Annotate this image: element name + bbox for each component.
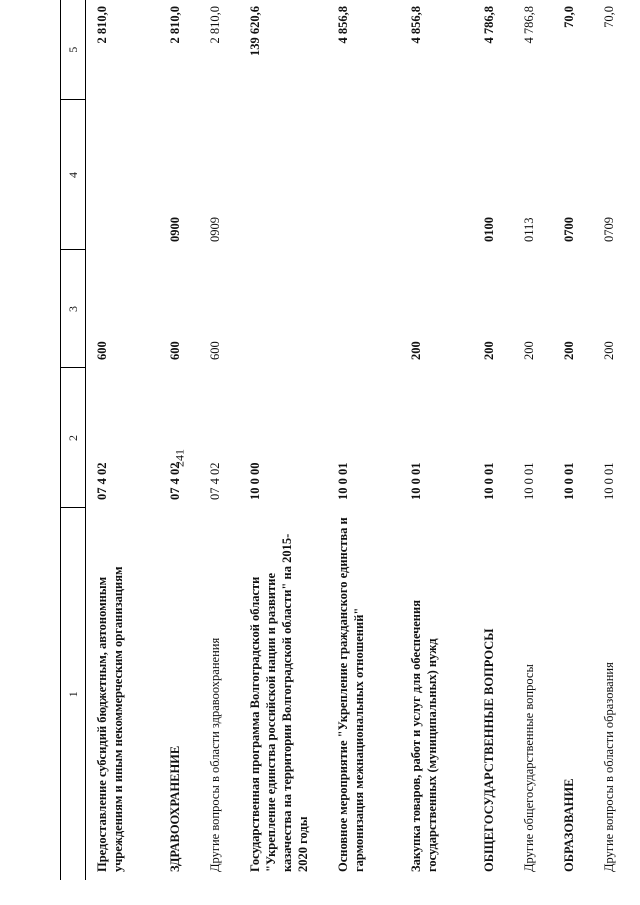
- row-expense-type-cell: [239, 250, 327, 368]
- row-amount-cell: 139 620,6: [248, 6, 262, 56]
- row-target-article-cell: 07 4 02: [168, 462, 182, 500]
- row-name-cell: ОБЩЕГОСУДАРСТВЕННЫЕ ВОПРОСЫ: [482, 628, 496, 872]
- row-name-cell: Основное мероприятие "Укрепление гражданского единства и гармонизация межнациональных отношений": [336, 517, 366, 872]
- row-expense-type-cell: [327, 250, 400, 368]
- table-row: [199, 0, 239, 880]
- row-section-cell: 0909: [208, 217, 222, 242]
- row-target-article-cell: 07 4 02: [95, 462, 109, 500]
- table-row: [400, 0, 473, 880]
- row-amount-cell: 4 786,8: [522, 6, 536, 44]
- row-name-cell: Другие вопросы в области образования: [602, 662, 616, 872]
- row-amount-cell: 4 856,8: [409, 6, 423, 44]
- row-target-article-cell: 07 4 02: [208, 462, 222, 500]
- row-name-cell: Другие вопросы в области здравоохранения: [208, 637, 222, 872]
- row-target-article-cell: 10 0 01: [409, 462, 423, 500]
- row-expense-type-cell: 200: [409, 341, 423, 360]
- table-row: [473, 0, 513, 880]
- row-amount-cell: 70,0: [562, 6, 576, 28]
- row-section-cell: [86, 100, 160, 250]
- row-target-article-cell: 10 0 01: [336, 462, 350, 500]
- row-expense-type-cell: 200: [602, 341, 616, 360]
- rotated-page-content: [60, 0, 640, 880]
- table-row: [239, 0, 327, 880]
- row-section-cell: 0900: [168, 217, 182, 242]
- row-name-cell: Государственная программа Волгоградской области "Укрепление единства российской нации и развитие казачества на территории Волгоградской области" на 2015-2020 годы: [248, 533, 310, 872]
- row-amount-cell: 2 810,0: [95, 6, 109, 44]
- row-section-cell: 0113: [522, 217, 536, 242]
- row-target-article-cell: 10 0 00: [248, 462, 262, 500]
- row-section-cell: 0709: [602, 217, 616, 242]
- table-body: [86, 0, 634, 880]
- column-header-3: 3: [61, 250, 86, 368]
- row-amount-cell: 70,0: [602, 6, 616, 28]
- row-expense-type-cell: 600: [208, 341, 222, 360]
- row-amount-cell: 4 786,8: [482, 6, 496, 44]
- row-expense-type-cell: 200: [482, 341, 496, 360]
- row-target-article-cell: 10 0 01: [602, 462, 616, 500]
- table-row: [513, 0, 553, 880]
- row-section-cell: [327, 100, 400, 250]
- row-expense-type-cell: 200: [562, 341, 576, 360]
- column-header-5: 5: [61, 0, 86, 100]
- row-name-cell: ОБРАЗОВАНИЕ: [562, 778, 576, 872]
- row-section-cell: [239, 100, 327, 250]
- row-name-cell: Другие общегосударственные вопросы: [522, 664, 536, 872]
- row-name-cell: ЗДРАВООХРАНЕНИЕ: [168, 745, 182, 872]
- budget-table: [60, 0, 633, 880]
- row-section-cell: [400, 100, 473, 250]
- row-target-article-cell: 10 0 01: [482, 462, 496, 500]
- column-header-4: 4: [61, 100, 86, 250]
- table-row: [553, 0, 593, 880]
- row-name-cell: Предоставление субсидий бюджетным, автономным учреждениям и иным некоммерческим организациям: [95, 566, 125, 872]
- table-row: [327, 0, 400, 880]
- row-section-cell: 0700: [562, 217, 576, 242]
- row-section-cell: 0100: [482, 217, 496, 242]
- row-expense-type-cell: 200: [522, 341, 536, 360]
- row-target-article-cell: 10 0 01: [562, 462, 576, 500]
- table-row: [86, 0, 160, 880]
- row-amount-cell: 4 856,8: [336, 6, 350, 44]
- row-expense-type-cell: 600: [95, 341, 109, 360]
- table-row: [593, 0, 633, 880]
- row-expense-type-cell: 600: [168, 341, 182, 360]
- column-header-2: 2: [61, 368, 86, 508]
- row-target-article-cell: 10 0 01: [522, 462, 536, 500]
- table-row: [159, 0, 199, 880]
- page-number: 241: [172, 449, 187, 467]
- row-amount-cell: 2 810,0: [168, 6, 182, 44]
- table-header-row: [61, 0, 86, 880]
- row-name-cell: Закупка товаров, работ и услуг для обеспечения государственных (муниципальных) нужд: [409, 600, 439, 872]
- row-amount-cell: 2 810,0: [208, 6, 222, 44]
- column-header-1: 1: [61, 508, 86, 880]
